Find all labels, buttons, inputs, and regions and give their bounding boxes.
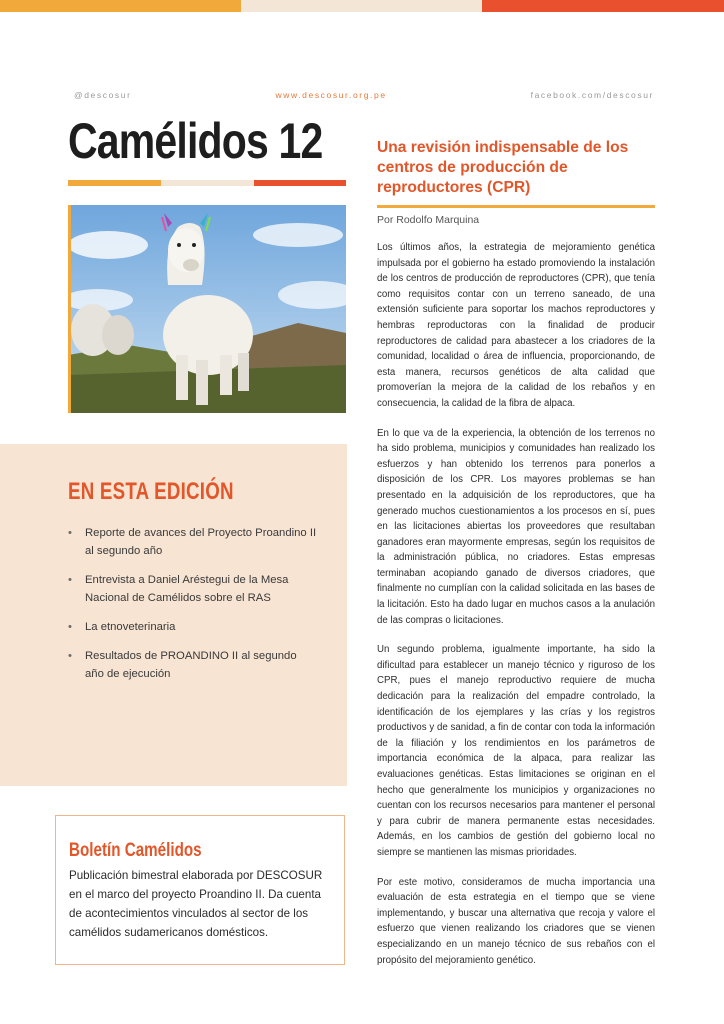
article-paragraph: Un segundo problema, igualmente importante, ha sido la dificultad para establecer un manejo técnico y riguroso de los CPR, pues el manejo reproductivo requiere de mucha dedicación para la realización del empadre controlado, la identificación de los ejemplares y las crías y los registros productivos y de sanidad, a fin de contar con toda la información de la filiación y los rendimientos en los parámetros de importancia económica de la alpaca, para realizar las evaluaciones genéticas. Estas limitaciones se originan en el hecho que generalmente los municipios y organizaciones no cuentan con los recursos necesarios para mantener el personal y para cubrir de manera permanente estas necesidades. Además, en los cambios de gestión del gobierno local no siempre se mantienen las mismas prioridades. [377,644,655,858]
edition-panel [0,444,347,786]
article-title: Una revisión indispensable de los centros de producción de reproductores (CPR) [377,139,629,196]
website-link[interactable]: www.descosur.org.pe [275,90,387,100]
article-body [377,240,655,982]
article-paragraph: En lo que va de la experiencia, la obtención de los terrenos no ha sido problema, municipios y comunidades han realizado los esfuerzos y han obtenido los terrenos para ponerlos a disposición de los CPR. Los mayores problemas se han presentado en la adquisición de los reproductores, que ha generado muchos cuestionamientos a los procesos en sí, pues en las licitaciones abiertas los proveedores que resultaban ganadores eran mayormente empresas, según los requisitos de la administración pública, no criadores. Estas empresas terminaban acopiando ganado de diversos criadores, que finalmente no cumplían con la calidad solicitada en las bases de la licitación. Esto ha dado lugar en muchos casos a la anulación de las compras o licitaciones. [377,427,655,626]
photo-accent-line [68,205,71,413]
title-color-bar [68,180,346,186]
article-paragraph: Por este motivo, consideramos de mucha importancia una evaluación de esta estrategia en el tiempo que se viene implementando, y buscar una alternativa que recoja y valore el esfuerzo que vienen realizando los criadores que se vienen especializando en un manejo técnico de sus rebaños con el propósito del mejoramiento genético. [377,876,655,966]
header-row [74,90,654,100]
article-title-rule [377,205,655,208]
social-handle: @descosur [74,90,132,100]
edition-heading: EN ESTA EDICIÓN [68,478,234,505]
top-bar-orange [0,0,241,12]
edition-item: • Entrevista a Daniel Aréstegui de la Mesa Nacional de Camélidos sobre el RAS [68,571,318,607]
edition-list [68,524,318,694]
facebook-link[interactable]: facebook.com/descosur [530,90,654,100]
top-bar-red [482,0,724,12]
top-color-bar [0,0,724,12]
edition-item: • Reporte de avances del Proyecto Proandino II al segundo año [68,524,318,560]
boletin-heading: Boletín Camélidos [69,840,202,861]
boletin-description: Publicación bimestral elaborada por DESCOSUR en el marco del proyecto Proandino II. Da cuenta de acontecimientos vinculados al sector de los camélidos sudamericanos domésticos. [69,869,323,939]
boletin-box [55,815,345,965]
article-byline: Por Rodolfo Marquina [377,214,480,226]
publication-title: Camélidos 12 [68,113,323,169]
edition-item: • Resultados de PROANDINO II al segundo año de ejecución [68,647,318,683]
article-paragraph: Los últimos años, la estrategia de mejoramiento genética impulsada por el gobierno ha estado promoviendo la instalación de los centros de producción de reproductores (CPR), que tenía como requisitos contar con un terreno saneado, de una extensión suficiente para soportar los machos reproductores y hembras reproductoras con la finalidad de producir reproductores de calidad para abastecer a los criadores de la comunidad, localidad o área de influencia, proporcionando, de esta manera, recursos genéticos de alta calidad que promoverían la mejora de la calidad de los rebaños y en consecuencia, la calidad de la fibra de alpaca. [377,242,655,409]
edition-item: • La etnoveterinaria [68,618,318,636]
alpaca-photo [68,205,346,413]
top-bar-cream [241,0,482,12]
